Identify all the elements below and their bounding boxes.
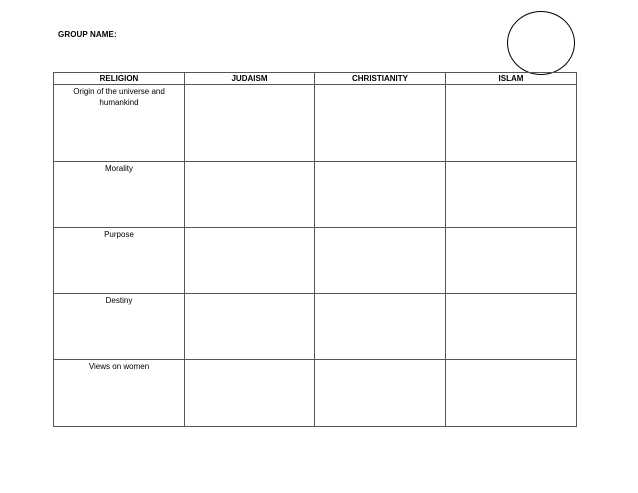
cell-christianity-morality[interactable] xyxy=(315,162,446,228)
cell-judaism-women[interactable] xyxy=(185,360,315,427)
table-row xyxy=(54,85,577,162)
cell-islam-destiny[interactable] xyxy=(446,294,577,360)
cell-judaism-purpose[interactable] xyxy=(185,228,315,294)
cell-christianity-origin[interactable] xyxy=(315,85,446,162)
column-header-religion: RELIGION xyxy=(54,73,185,85)
table-row xyxy=(54,294,577,360)
row-label-purpose: Purpose xyxy=(54,228,185,294)
table-header-row xyxy=(54,73,577,85)
table-row xyxy=(54,360,577,427)
row-label-morality: Morality xyxy=(54,162,185,228)
column-header-judaism: JUDAISM xyxy=(185,73,315,85)
comparison-table xyxy=(53,72,577,427)
cell-islam-purpose[interactable] xyxy=(446,228,577,294)
cell-islam-women[interactable] xyxy=(446,360,577,427)
cell-judaism-destiny[interactable] xyxy=(185,294,315,360)
cell-islam-morality[interactable] xyxy=(446,162,577,228)
cell-judaism-origin[interactable] xyxy=(185,85,315,162)
row-label-views-on-women: Views on women xyxy=(54,360,185,427)
cell-christianity-destiny[interactable] xyxy=(315,294,446,360)
column-header-christianity: CHRISTIANITY xyxy=(315,73,446,85)
name-circle xyxy=(507,11,575,75)
row-label-origin: Origin of the universe and humankind xyxy=(54,85,185,162)
cell-christianity-women[interactable] xyxy=(315,360,446,427)
table-row xyxy=(54,228,577,294)
cell-judaism-morality[interactable] xyxy=(185,162,315,228)
column-header-islam: ISLAM xyxy=(446,73,577,85)
group-name-label: GROUP NAME: xyxy=(58,30,117,39)
cell-christianity-purpose[interactable] xyxy=(315,228,446,294)
cell-islam-origin[interactable] xyxy=(446,85,577,162)
table-row xyxy=(54,162,577,228)
row-label-destiny: Destiny xyxy=(54,294,185,360)
